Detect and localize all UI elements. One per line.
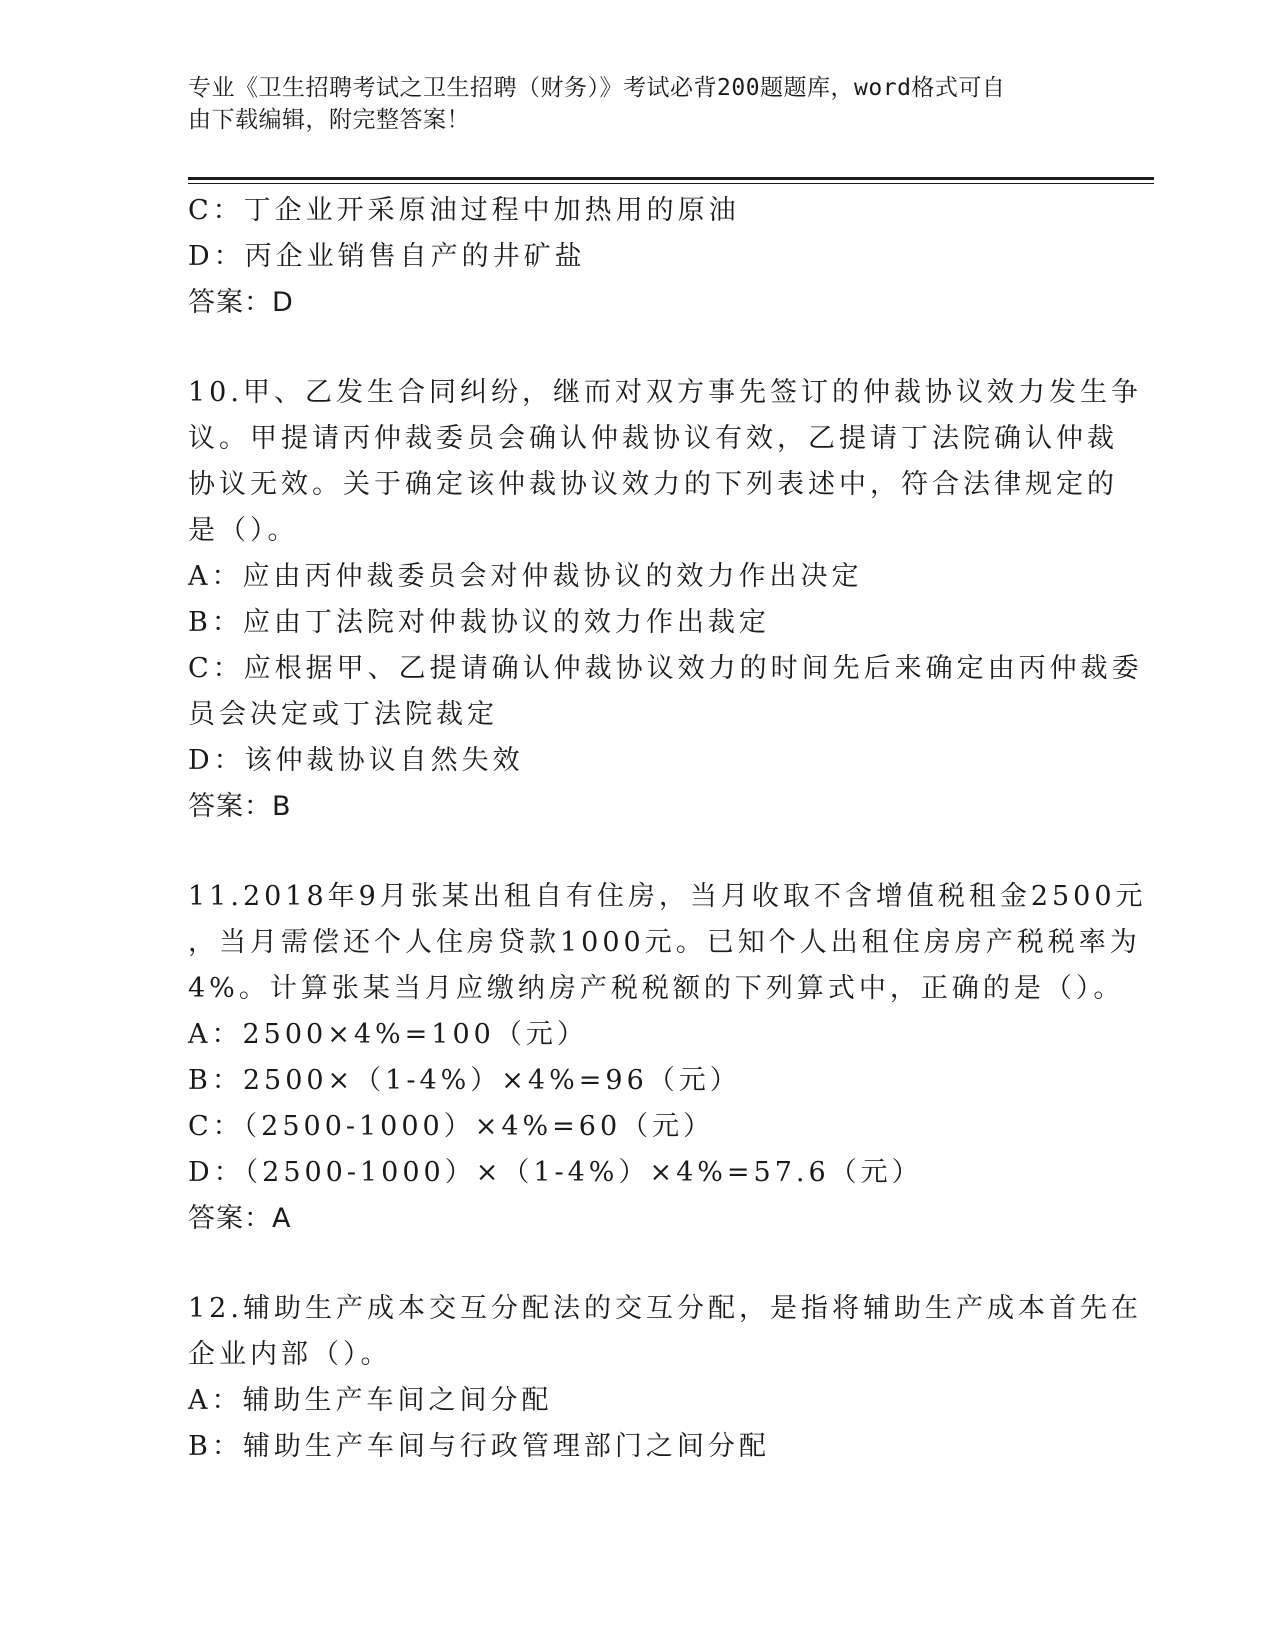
header-rule-thin	[188, 183, 1154, 184]
q11-option-c: C：（2500-1000）×4%=60（元）	[188, 1111, 715, 1142]
question-11	[188, 874, 1147, 1242]
q11-stem-line-3: 4%。计算张某当月应缴纳房产税税额的下列算式中，正确的是（）。	[188, 973, 1125, 1004]
q10-answer: 答案：B	[188, 791, 292, 822]
document-body	[188, 188, 1147, 1470]
q10-stem-line-3: 协议无效。关于确定该仲裁协议效力的下列表述中，符合法律规定的	[188, 469, 1118, 500]
q11-stem-line-2: ，当月需偿还个人住房贷款1000元。已知个人出租住房房产税税率为	[188, 927, 1141, 958]
document-header	[188, 72, 1068, 136]
question-9	[188, 188, 1088, 326]
q11-option-d: D：（2500-1000）×（1-4%）×4%=57.6（元）	[188, 1157, 923, 1188]
q12-stem-line-1: 12.辅助生产成本交互分配法的交互分配，是指将辅助生产成本首先在	[188, 1293, 1142, 1324]
q11-option-b: B：2500×（1-4%）×4%=96（元）	[188, 1065, 741, 1096]
question-10	[188, 370, 1143, 830]
q10-option-d: D：该仲裁协议自然失效	[188, 745, 524, 776]
q11-stem-line-1: 11.2018年9月张某出租自有住房，当月收取不含增值税租金2500元	[188, 881, 1147, 912]
q10-stem-line-1: 10.甲、乙发生合同纠纷，继而对双方事先签订的仲裁协议效力发生争	[188, 377, 1142, 408]
q10-stem-line-4: 是（）。	[188, 515, 299, 546]
question-12	[188, 1286, 1142, 1470]
q11-answer: 答案：A	[188, 1203, 292, 1234]
q12-option-a: A：辅助生产车间之间分配	[188, 1385, 553, 1416]
q9-option-d: D：丙企业销售自产的井矿盐	[188, 241, 586, 272]
header-line-2: 由下载编辑，附完整答案！	[188, 107, 470, 133]
q10-option-c-line-2: 员会决定或丁法院裁定	[188, 699, 498, 730]
q10-option-b: B：应由丁法院对仲裁协议的效力作出裁定	[188, 607, 770, 638]
q9-option-c: C：丁企业开采原油过程中加热用的原油	[188, 195, 740, 226]
q9-answer: 答案：D	[188, 287, 294, 318]
q12-stem-line-2: 企业内部（）。	[188, 1339, 392, 1370]
q11-option-a: A：2500×4%=100（元）	[188, 1019, 588, 1050]
q10-stem-line-2: 议。甲提请丙仲裁委员会确认仲裁协议有效，乙提请丁法院确认仲裁	[188, 423, 1118, 454]
q10-option-c-line-1: C：应根据甲、乙提请确认仲裁协议效力的时间先后来确定由丙仲裁委	[188, 653, 1143, 684]
header-line-1: 专业《卫生招聘考试之卫生招聘（财务）》考试必背200题题库，word格式可自	[188, 75, 1006, 101]
q12-option-b: B：辅助生产车间与行政管理部门之间分配	[188, 1431, 770, 1462]
header-rule-thick	[188, 177, 1154, 180]
q10-option-a: A：应由丙仲裁委员会对仲裁协议的效力作出决定	[188, 561, 863, 592]
